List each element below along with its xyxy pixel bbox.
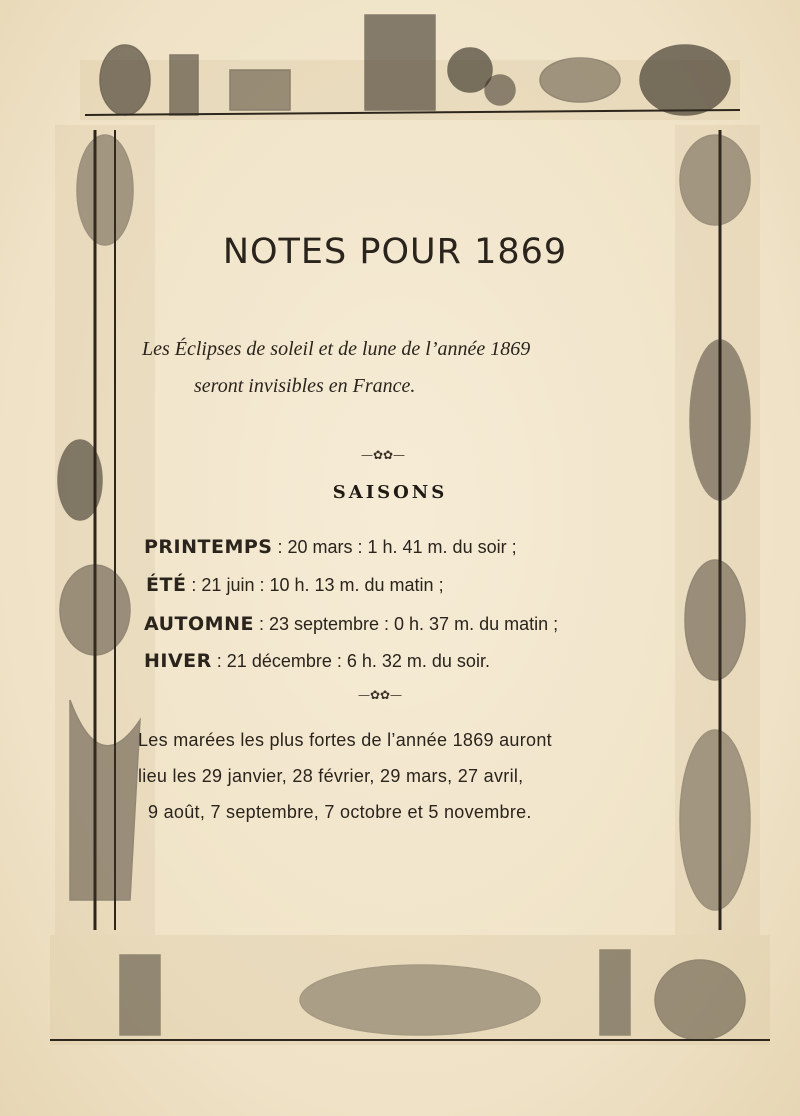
page-title: NOTES POUR 1869	[222, 232, 568, 272]
season-name: PRINTEMPS	[144, 536, 273, 558]
maree-line: Les marées les plus fortes de l’année 1869 auront	[138, 730, 552, 750]
ornament-divider: —✿✿—	[360, 448, 406, 462]
right-column-illustration	[675, 125, 760, 935]
eclipses-line-2: seront invisibles en France.	[194, 375, 416, 397]
season-automne	[144, 613, 684, 635]
ornament-divider: —✿✿—	[357, 688, 403, 702]
season-name: AUTOMNE	[144, 613, 254, 635]
eclipses-line-1: Les Éclipses de soleil et de lune de l’année 1869	[142, 338, 531, 360]
season-text: : 21 juin : 10 h. 13 m. du matin ;	[186, 575, 444, 595]
marees-paragraph	[138, 722, 668, 830]
notes-content	[138, 220, 660, 822]
maree-line: 9 août, 7 septembre, 7 octobre et 5 novembre.	[148, 802, 532, 822]
season-hiver	[144, 650, 684, 672]
season-printemps	[144, 536, 684, 558]
season-name: HIVER	[144, 650, 212, 672]
season-text: : 20 mars : 1 h. 41 m. du soir ;	[272, 537, 517, 557]
season-text: : 23 septembre : 0 h. 37 m. du matin ;	[253, 614, 559, 634]
season-ete	[146, 574, 686, 596]
top-still-life-illustration	[80, 15, 740, 120]
maree-line: lieu les 29 janvier, 28 février, 29 mars, 27 avril,	[138, 766, 524, 786]
saisons-heading: SAISONS	[332, 482, 448, 503]
season-text: : 21 décembre : 6 h. 32 m. du soir.	[211, 651, 490, 671]
season-name: ÉTÉ	[146, 574, 187, 596]
bottom-scene-illustration	[50, 935, 770, 1045]
